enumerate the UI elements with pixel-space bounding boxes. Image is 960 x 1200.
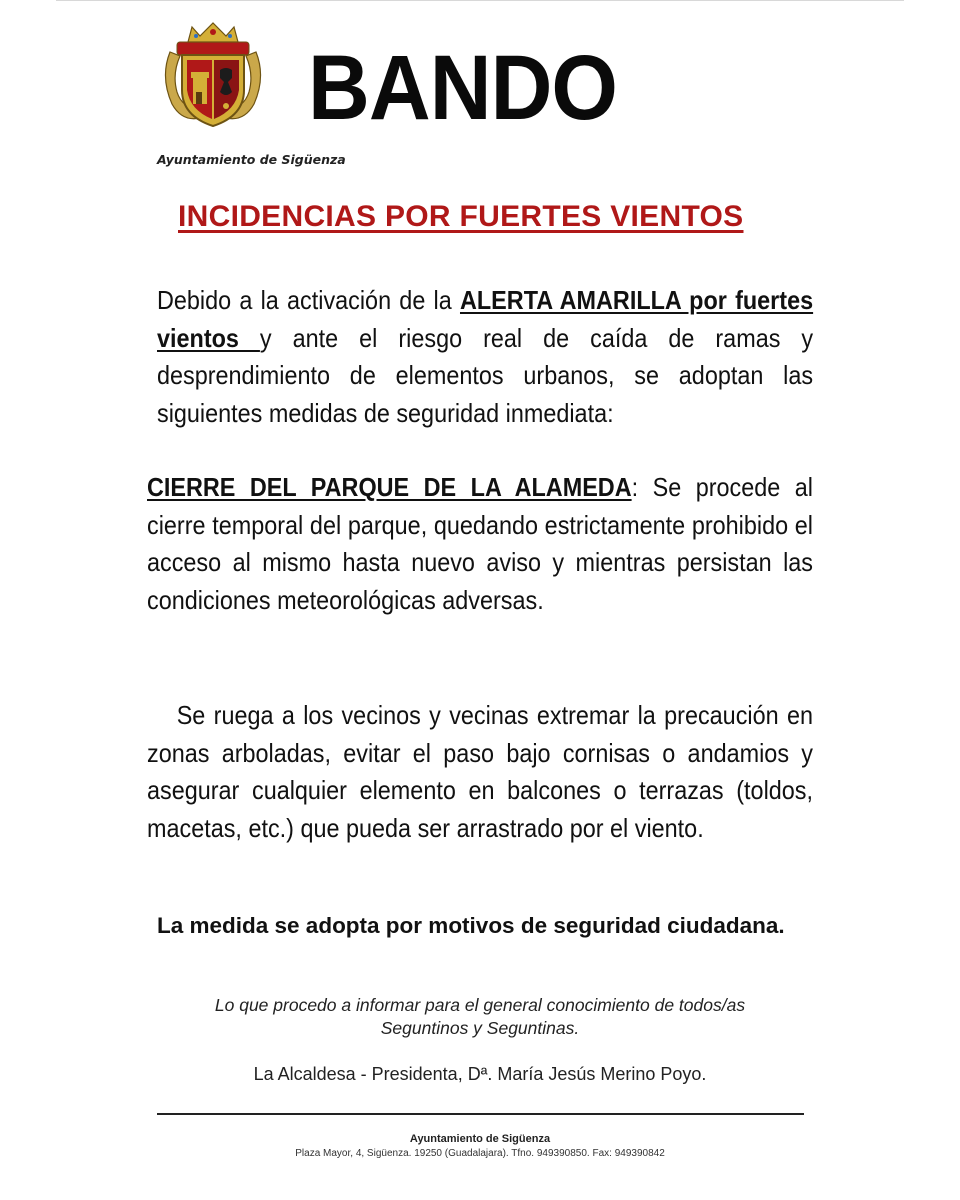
issuer-label: Ayuntamiento de Sigüenza xyxy=(157,152,346,167)
measure-statement: La medida se adopta por motivos de seguridad ciudadana. xyxy=(157,913,785,938)
notice-heading: INCIDENCIAS POR FUERTES VIENTOS xyxy=(178,200,744,233)
closing-line-1: Lo que procedo a informar para el general conocimiento de todos/as xyxy=(214,995,746,1015)
advice-paragraph: Se ruega a los vecinos y vecinas extremar la precaución en zonas arboladas, evitar el paso bajo cornisas o andamios y asegurar cualquier elemento en balcones o terrazas (toldos, macetas, etc.) que pueda ser arrastrado por el viento. xyxy=(147,700,813,843)
intro-paragraph xyxy=(157,282,813,432)
document-title: BANDO xyxy=(308,37,618,139)
closure-title: CIERRE DEL PARQUE DE LA ALAMEDA xyxy=(147,472,632,502)
coat-of-arms-icon xyxy=(160,22,266,132)
intro-lead: Debido a la activación de la xyxy=(157,285,460,315)
alert-highlight: ALERTA AMARILLA por fuertes vientos xyxy=(157,285,814,353)
footer-divider xyxy=(157,1113,804,1115)
intro-rest: y ante el riesgo real de caída de ramas y desprendimiento de elementos urbanos, se adoptan las siguientes medidas de seguridad inmediata: xyxy=(157,322,814,428)
closure-text: : Se procede al cierre temporal del parque, quedando estrictamente prohibido el acceso al mismo hasta nuevo aviso y mientras persistan las condiciones meteorológicas adversas. xyxy=(147,472,813,615)
top-divider xyxy=(56,0,904,1)
closing-line-2: Seguntinos y Seguntinas. xyxy=(380,1018,580,1038)
closure-paragraph xyxy=(147,469,813,619)
footer-address: Plaza Mayor, 4, Sigüenza. 19250 (Guadalajara). Tfno. 949390850. Fax: 949390842 xyxy=(295,1148,665,1159)
mayor-signature: La Alcaldesa - Presidenta, Dª. María Jesús Merino Poyo. xyxy=(253,1064,707,1084)
footer-name: Ayuntamiento de Sigüenza xyxy=(409,1133,551,1145)
